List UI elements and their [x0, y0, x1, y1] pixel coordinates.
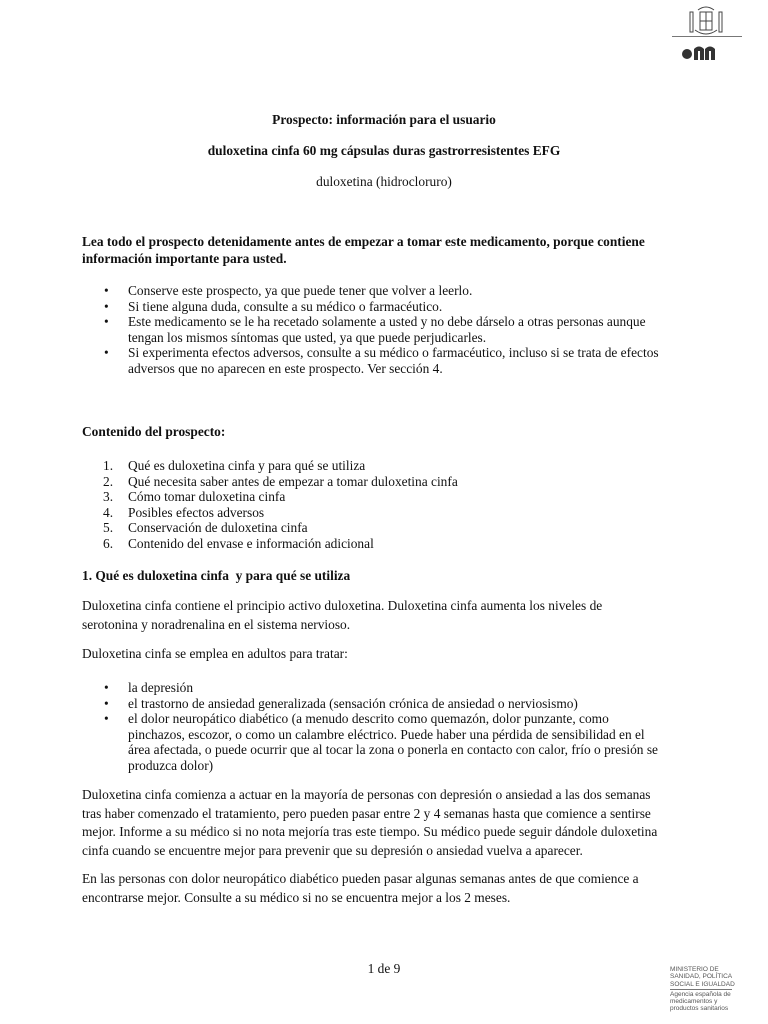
agency-line: Agencia española de [670, 990, 731, 998]
coat-of-arms-icon [672, 4, 740, 64]
contents-list [82, 458, 692, 551]
logo-divider [670, 989, 732, 990]
ministry-line: SANIDAD, POLÍTICA [670, 973, 733, 981]
intro-warning-line: Lea todo el prospecto detenidamente antes de empezar a tomar este medicamento, porque contiene [82, 234, 645, 249]
agency-line: medicamentos y [670, 998, 718, 1006]
toc-item: 1. Qué es duloxetina cinfa y para qué se utiliza [103, 458, 366, 473]
section-1-paragraph: Duloxetina cinfa se emplea en adultos para tratar: [82, 646, 348, 661]
list-item: • la depresión [82, 680, 692, 696]
active-substance: duloxetina (hidrocloruro) [316, 174, 452, 189]
product-name: duloxetina cinfa 60 mg cápsulas duras gastrorresistentes EFG [207, 143, 561, 158]
toc-item: 4. Posibles efectos adversos [103, 504, 265, 520]
list-item: • Si tiene alguna duda, consulte a su médico o farmacéutico. [82, 299, 692, 315]
section-1-paragraph: Duloxetina cinfa contiene el principio activo duloxetina. Duloxetina cinfa aumenta los niveles de serotonina y noradrenalina en el sistema nervioso. [82, 598, 603, 632]
list-item: • Este medicamento se le ha recetado solamente a usted y no debe dárselo a otras personas aunque tengan los mismos síntomas que usted, ya que puede perjudicarles. [82, 314, 692, 345]
toc-item: 6. Contenido del envase e información adicional [103, 535, 374, 551]
section-1-paragraph: En las personas con dolor neuropático diabético pueden pasar algunas semanas antes de que comience a encontrarse mejor. Consulte a su médico si no se encuentra mejor a los 2 meses. [82, 871, 639, 905]
ministry-logo-bottom [670, 966, 762, 1013]
ministry-logo-top [672, 4, 740, 64]
toc-item: 3. Cómo tomar duloxetina cinfa [103, 489, 286, 504]
contents-heading: Contenido del prospecto: [82, 424, 226, 439]
intro-warning-line: información importante para usted. [82, 251, 287, 266]
list-item: • el dolor neuropático diabético (a menudo descrito como quemazón, dolor punzante, como pinchazos, escozor, o como un calambre eléctrico. Puede haber una pérdida de sensibilidad en el área afectada, o puede ocurrir que al tocar la zona o ponerla en contacto con calor, frío o presión se produzca dolor) [82, 711, 692, 773]
page-number: 1 de 9 [367, 961, 401, 976]
header-rule [672, 36, 742, 37]
list-item: • Conserve este prospecto, ya que puede tener que volver a leerlo. [82, 283, 692, 299]
intro-warning [82, 233, 692, 267]
section-1-heading: 1. Qué es duloxetina cinfa y para qué se utiliza [82, 568, 351, 583]
document-title: Prospecto: información para el usuario [272, 112, 496, 127]
ministry-line: SOCIAL E IGUALDAD [670, 980, 735, 988]
toc-item: 2. Qué necesita saber antes de empezar a tomar duloxetina cinfa [103, 473, 458, 489]
list-item: • Si experimenta efectos adversos, consulte a su médico o farmacéutico, incluso si se trata de efectos adversos que no aparecen en este prospecto. Ver sección 4. [82, 345, 692, 376]
toc-item: 5. Conservación de duloxetina cinfa [103, 520, 308, 535]
intro-bullet-list [82, 283, 692, 376]
ministry-line: MINISTERIO DE [670, 966, 719, 973]
list-item: • el trastorno de ansiedad generalizada (sensación crónica de ansiedad o nerviosismo) [82, 696, 692, 712]
section-1-paragraph: Duloxetina cinfa comienza a actuar en la mayoría de personas con depresión o ansiedad a las dos semanas tras haber comenzado el tratamiento, pero pueden pasar entre 2 y 4 semanas hasta que comience a sentirse mejor. Informe a su médico si no nota mejoría tras este tiempo. Su médico puede seguir dándole duloxetina cinfa cuando se encuentre mejor para prevenir que su depresión o ansiedad vuelva a aparecer. [82, 787, 658, 858]
indications-bullet-list [82, 680, 692, 773]
agency-line: productos sanitarios [670, 1005, 729, 1013]
